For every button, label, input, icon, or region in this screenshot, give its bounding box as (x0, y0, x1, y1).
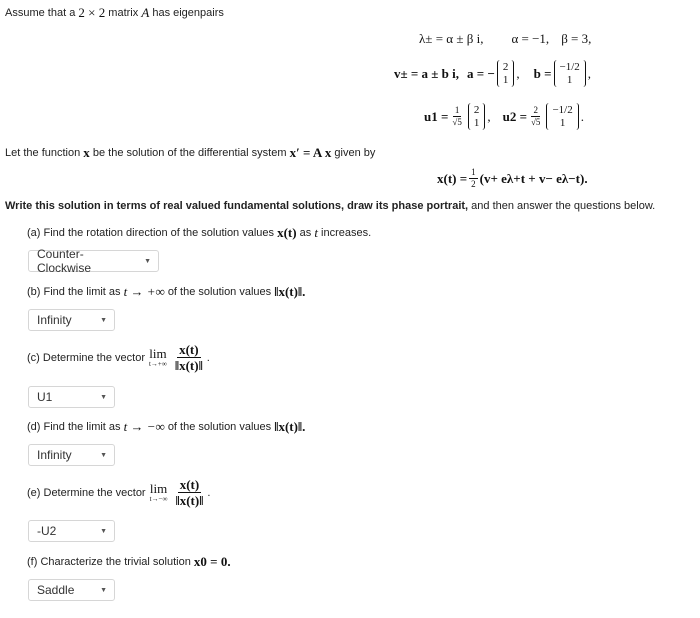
question-e-limit (150, 482, 168, 503)
solution-formula (437, 168, 588, 189)
question-c-lim-sub: t→+∞ (148, 360, 167, 368)
intro-matrix-symbol: A (141, 5, 150, 20)
question-e-lim-sub: t→−∞ (149, 495, 168, 503)
solution-lhs: x(t) = (437, 170, 468, 186)
intro-tail: has eigenpairs (152, 7, 224, 19)
question-d-suffix: of the solution values (167, 421, 272, 433)
instruction-bold: Write this solution in terms of real valued fundamental solutions, draw its phase portrait, (5, 200, 469, 212)
question-c-end: . (206, 351, 210, 364)
question-e-num: x(t) (179, 477, 200, 492)
instruction-line (5, 200, 655, 212)
system-text-mid: be the solution of the differential system (92, 147, 287, 159)
intro-matrix-size: 2 × 2 (78, 5, 106, 20)
question-d-math: t → −∞ (123, 419, 165, 434)
question-a-t: t (314, 225, 318, 240)
alpha-value: α = −1, (511, 31, 550, 46)
intro-matrix-word: matrix (108, 7, 139, 19)
a-vector-entry: 2 (502, 61, 509, 73)
u1-coef-den: √5 (452, 117, 462, 128)
chevron-down-icon: ▼ (144, 257, 151, 265)
instruction-rest: and then answer the questions below. (471, 200, 656, 212)
b-vector (554, 60, 586, 87)
answer-e-dropdown[interactable] (28, 520, 115, 542)
chevron-down-icon: ▼ (100, 527, 107, 535)
question-a (27, 225, 371, 241)
solution-coef-num: 1 (471, 167, 476, 177)
u1-vector-entry: 2 (473, 104, 480, 116)
u2-vector-entry: 1 (559, 116, 566, 129)
b-vector-entry: 1 (566, 73, 573, 86)
u-vectors-line: u1 = $\frac{1}{√5}$ 2 1 , u2 = $\frac{2}{√5}$ −1/2 1 . (424, 104, 584, 129)
lambda-equation: λ± = α ± β i, (419, 31, 484, 46)
chevron-down-icon: ▼ (100, 316, 107, 324)
question-c-lim: lim (149, 346, 167, 361)
question-a-suffix: increases. (321, 227, 372, 239)
question-b-math: t → +∞ (123, 284, 165, 299)
a-vector-entry: 1 (502, 73, 509, 86)
question-b-suffix: of the solution values (167, 286, 272, 298)
system-x-symbol: x (83, 145, 90, 160)
question-f-prefix: (f) Characterize the trivial solution (27, 556, 191, 568)
intro-text: Assume that a (5, 7, 76, 19)
u2-vector-entry: −1/2 (552, 104, 573, 116)
u2-label: u2 = (502, 108, 527, 124)
question-d-norm: ‖x(t)‖. (274, 419, 306, 434)
question-a-math: x(t) (277, 225, 297, 240)
solution-coef-den: 2 (471, 179, 476, 189)
question-c-prefix: (c) Determine the vector (27, 351, 145, 364)
u2-coefficient (529, 106, 542, 127)
answer-a-dropdown[interactable] (28, 247, 159, 275)
chevron-down-icon: ▼ (100, 586, 107, 594)
question-e-end: . (207, 486, 211, 499)
a-label: a = − (467, 65, 495, 81)
question-c (27, 343, 210, 372)
solution-coefficient (469, 168, 478, 189)
answer-f-dropdown[interactable] (28, 579, 115, 601)
question-b-prefix: (b) Find the limit as (27, 286, 121, 298)
question-c-den: ‖x(t)‖ (174, 358, 203, 373)
question-c-fraction (173, 343, 205, 372)
answer-b-dropdown[interactable] (28, 309, 115, 331)
u1-vector-entry: 1 (473, 116, 480, 129)
question-e-prefix: (e) Determine the vector (27, 486, 146, 499)
answer-c-value: U1 (37, 390, 53, 404)
question-c-limit (149, 347, 167, 368)
chevron-down-icon: ▼ (100, 393, 107, 401)
u1-coef-num: 1 (454, 105, 460, 116)
u1-coefficient (450, 106, 463, 127)
u1-label: u1 = (424, 108, 449, 124)
question-a-mid: as (299, 227, 312, 239)
question-f (27, 554, 231, 570)
answer-a-value: Counter-Clockwise (37, 247, 92, 275)
system-text-after: given by (334, 147, 376, 159)
question-e-fraction (174, 478, 206, 507)
system-equation: x′ = A x (289, 145, 332, 160)
system-line (5, 145, 375, 161)
eigenvalue-line (419, 31, 591, 47)
u1-vector (468, 103, 486, 130)
solution-rhs: (v+ eλ+t + v− eλ−t). (479, 170, 588, 186)
question-f-math: x0 = 0. (193, 554, 231, 569)
a-vector (497, 60, 515, 87)
u2-coef-den: √5 (530, 117, 541, 128)
system-text-before: Let the function (5, 147, 81, 159)
beta-value: β = 3, (561, 31, 592, 46)
b-label: b = (533, 65, 552, 81)
question-c-num: x(t) (179, 342, 199, 357)
question-e-den: ‖x(t)‖ (175, 493, 204, 508)
answer-f-value: Saddle (37, 583, 75, 597)
answer-d-value: Infinity (37, 448, 72, 462)
u2-coef-num: 2 (533, 105, 538, 116)
question-d (27, 419, 305, 435)
question-d-prefix: (d) Find the limit as (27, 421, 121, 433)
answer-b-value: Infinity (37, 313, 72, 327)
answer-d-dropdown[interactable] (28, 444, 115, 466)
answer-c-dropdown[interactable] (28, 386, 115, 408)
v-equation: v± = a ± b i, (394, 65, 460, 81)
question-e-lim: lim (149, 481, 168, 496)
question-b-norm: ‖x(t)‖. (274, 284, 306, 299)
chevron-down-icon: ▼ (100, 451, 107, 459)
u2-vector (546, 103, 578, 130)
question-e (27, 478, 210, 507)
b-vector-entry: −1/2 (559, 61, 580, 73)
answer-e-value: -U2 (37, 524, 57, 538)
question-b (27, 284, 305, 300)
eigenvector-line: v± = a ± b i, a = − 2 1 , b = −1/2 1 , (394, 61, 592, 86)
intro-line (5, 5, 224, 21)
question-a-prefix: (a) Find the rotation direction of the solution values (27, 227, 275, 239)
